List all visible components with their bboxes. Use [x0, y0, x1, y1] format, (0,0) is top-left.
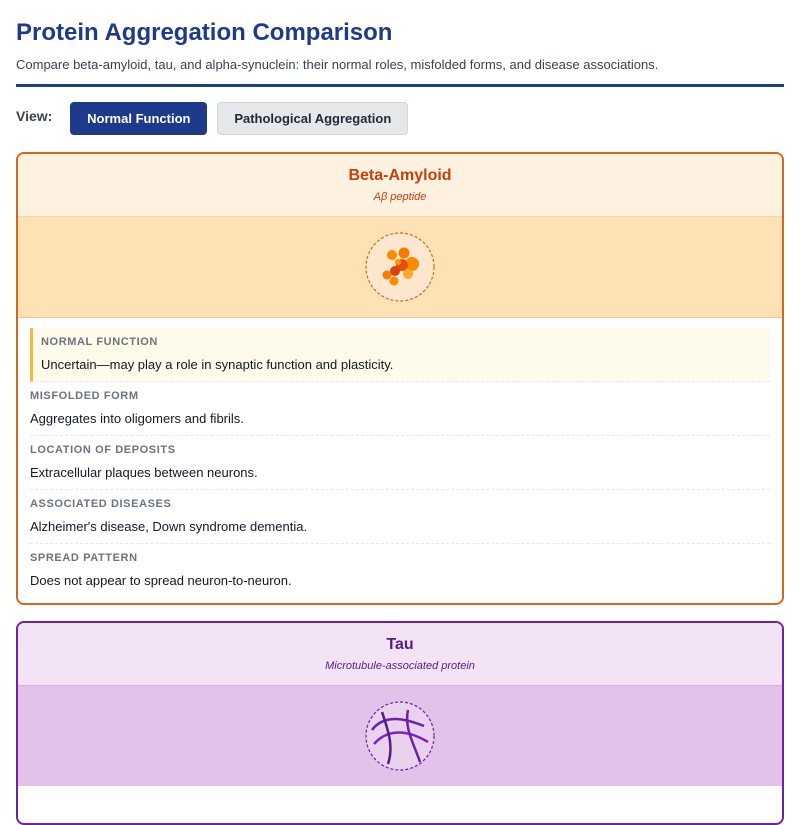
- card-title: Beta-Amyloid: [348, 167, 452, 184]
- protein-card-beta-amyloid: [16, 152, 784, 605]
- illustration-panel: [18, 685, 782, 786]
- title-divider: [16, 84, 784, 87]
- info-rows: [18, 318, 782, 603]
- normal-function-button[interactable]: Normal Function: [70, 102, 207, 135]
- illustration-panel: [18, 216, 782, 318]
- page-subtitle: Compare beta-amyloid, tau, and alpha-synuclein: their normal roles, misfolded forms, and disease associations.: [16, 57, 659, 72]
- row-normal-function: [30, 328, 770, 382]
- pathological-aggregation-button[interactable]: Pathological Aggregation: [217, 102, 408, 135]
- row-label: SPREAD PATTERN: [30, 552, 138, 564]
- row-text: Alzheimer's disease, Down syndrome dementia.: [30, 519, 308, 534]
- amyloid-cluster-icon: [364, 231, 436, 303]
- page-title: Protein Aggregation Comparison: [16, 19, 393, 46]
- row-text: Extracellular plaques between neurons.: [30, 465, 258, 480]
- row-label: LOCATION OF DEPOSITS: [30, 444, 176, 456]
- card-subtitle: Microtubule-associated protein: [325, 660, 475, 672]
- row-label: ASSOCIATED DISEASES: [30, 498, 172, 510]
- row-label: MISFOLDED FORM: [30, 390, 139, 402]
- row-spread-pattern: [30, 544, 770, 597]
- card-title: Tau: [386, 636, 414, 653]
- protein-card-tau: [16, 621, 784, 825]
- row-associated-diseases: [30, 490, 770, 544]
- row-text: Does not appear to spread neuron-to-neuron.: [30, 573, 292, 588]
- row-location-of-deposits: [30, 436, 770, 490]
- row-misfolded-form: [30, 382, 770, 436]
- row-text: Aggregates into oligomers and fibrils.: [30, 411, 244, 426]
- tau-tangle-icon: [364, 700, 436, 772]
- card-header: [18, 154, 782, 216]
- row-text: Uncertain—may play a role in synaptic function and plasticity.: [41, 357, 394, 372]
- row-label: NORMAL FUNCTION: [41, 336, 158, 348]
- view-toggle: [16, 101, 784, 135]
- view-label: View:: [16, 108, 53, 124]
- card-subtitle: Aβ peptide: [373, 191, 427, 203]
- card-header: [18, 623, 782, 685]
